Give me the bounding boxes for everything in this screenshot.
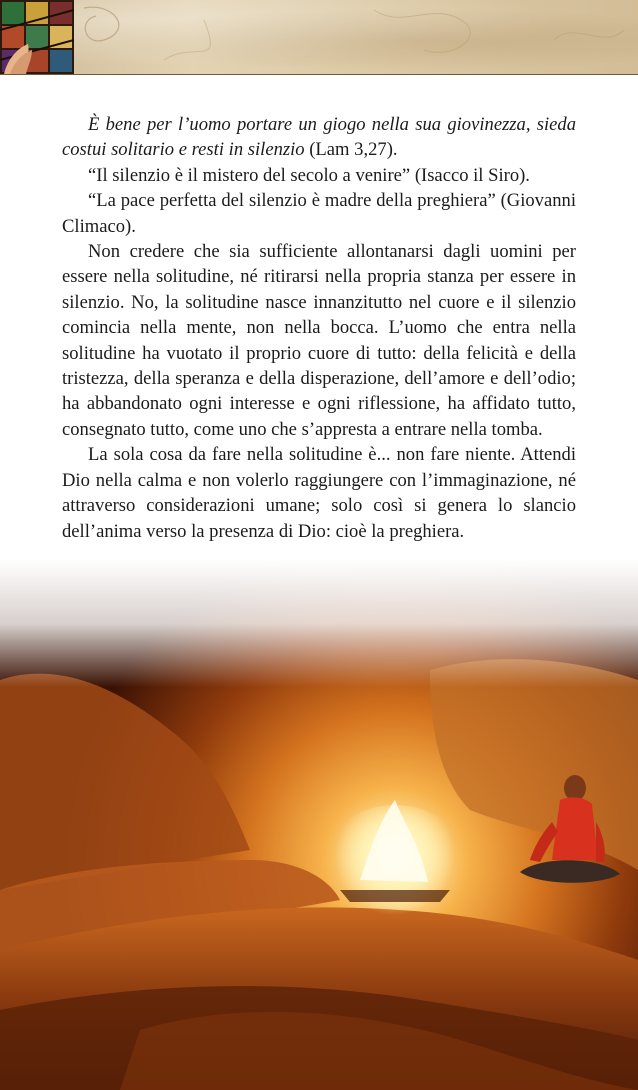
header-band xyxy=(0,0,638,75)
paragraph-lam-quote xyxy=(62,112,576,163)
lam-quote-italic: È bene per l’uomo portare un giogo nella sua giovinezza, sieda costui solitario e resti in silenzio xyxy=(62,114,576,161)
paragraph-climaco-quote: “La pace perfetta del silenzio è madre della preghiera” (Giovanni Climaco). xyxy=(62,190,576,237)
paragraph-isacco-quote: “Il silenzio è il mistero del secolo a venire” (Isacco il Siro). xyxy=(88,164,530,186)
stained-glass-icon xyxy=(0,0,74,74)
header-ornament xyxy=(74,0,638,74)
lam-citation: (Lam 3,27). xyxy=(304,139,398,161)
paragraph-solitudine: Non credere che sia sufficiente allontanarsi dagli uomini per essere nella solitudine, né ritirarsi nella propria stanza per essere in silenzio. No, la solitudine nasce innanzitutto nel cuore e il silenzio comincia nella mente, non nella bocca. L’uomo che entra nella solitudine ha vuotato il proprio cuore di tutto: della felicità e della tristezza, della speranza e della disperazione, dell’amore e dell’odio; ha abbandonato ogni interesse e ogni riflessione, ha affidato tutto, consegnato tutto, come uno che s’appresta a entrare nella tomba. xyxy=(62,241,576,440)
text-body xyxy=(62,112,576,544)
campfire-meditation-photo xyxy=(0,560,638,1090)
paragraph-preghiera: La sola cosa da fare nella solitudine è... non fare niente. Attendi Dio nella calma e non volerlo raggiungere con l’immaginazione, né attraverso considerazioni umane; solo così si genera lo slancio dell’anima verso la presenza di Dio: cioè la preghiera. xyxy=(62,444,576,542)
